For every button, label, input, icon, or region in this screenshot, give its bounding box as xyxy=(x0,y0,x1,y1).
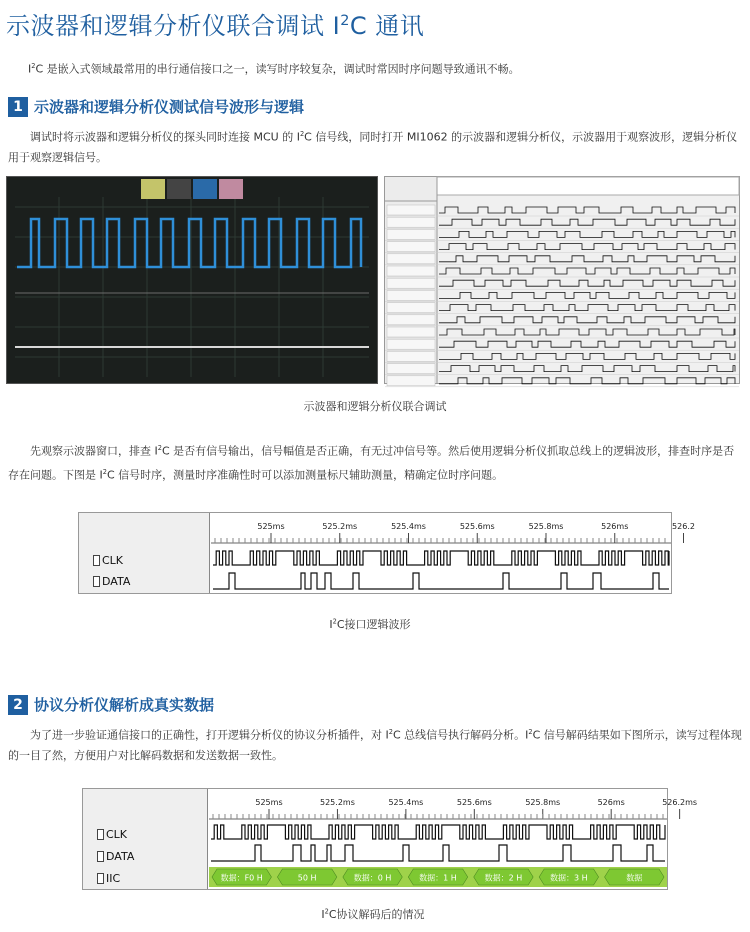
channel-trace xyxy=(439,353,735,359)
channel-clk[interactable]: CLK xyxy=(79,549,123,571)
probe-icon xyxy=(93,576,100,587)
channel-data[interactable]: DATA xyxy=(83,845,134,867)
ruler-tick-label: 525.6ms xyxy=(456,798,492,807)
ruler-tick-label: 525.4ms xyxy=(391,522,426,531)
section-2-heading xyxy=(8,694,214,715)
ruler-tick-label: 525.6ms xyxy=(459,522,495,531)
channel-trace xyxy=(439,317,735,323)
ruler-tick-label: 525ms xyxy=(257,522,285,531)
channel-trace xyxy=(439,329,735,335)
channel-row-label[interactable] xyxy=(387,242,435,252)
channel-trace xyxy=(439,366,735,372)
decode-value: 数据：1 H xyxy=(419,873,457,883)
channel-row-label[interactable] xyxy=(387,217,435,227)
channel-trace xyxy=(439,268,735,274)
decode-value: 数据：F0 H xyxy=(220,873,263,883)
channel-trace xyxy=(439,378,735,384)
channel-iic[interactable]: IIC xyxy=(83,867,120,889)
channel-trace xyxy=(439,292,735,298)
section-2-number: 2 xyxy=(8,695,28,715)
section-2-title: 协议分析仪解析成真实数据 xyxy=(34,696,215,714)
paragraph-2: 先观察示波器窗口，排查 $I^2C$ 是否有信号输出，信号幅值是否正确，有无过冲信号等。然后使用逻辑分析仪抓取总线上的逻辑波形，排查时序是否存在问题。下图是 $I^2C$ 信号时序，测量时序准确性时可以添加测量标尺辅助测量，精确定位时序问题。 xyxy=(8,444,735,482)
ruler-tick-label: 526ms xyxy=(597,798,625,807)
channel-row-label[interactable] xyxy=(387,278,435,288)
channel-row-label[interactable] xyxy=(387,229,435,239)
probe-icon xyxy=(93,555,100,566)
oscilloscope-window xyxy=(6,176,378,384)
decode-value: 50 H xyxy=(297,873,317,883)
probe-icon xyxy=(97,873,104,884)
ruler-tick-label: 525.4ms xyxy=(388,798,424,807)
clk-trace xyxy=(211,825,665,839)
ruler-tick-label: 525.8ms xyxy=(525,798,561,807)
channel-trace xyxy=(439,207,735,213)
channel-row-label[interactable] xyxy=(387,205,435,215)
ruler-tick-label: 525.2ms xyxy=(322,522,358,531)
data-trace xyxy=(211,845,665,861)
channel-trace xyxy=(439,256,735,262)
channel-row-label[interactable] xyxy=(387,290,435,300)
ruler-tick-label: 526.2ms xyxy=(662,798,698,807)
ruler-tick-label: 525.8ms xyxy=(528,522,564,531)
channel-row-label[interactable] xyxy=(387,376,435,386)
section-1-number: 1 xyxy=(8,97,28,117)
ruler-tick-label: 526ms xyxy=(601,522,629,531)
channel-trace xyxy=(439,244,735,250)
probe-icon xyxy=(97,829,104,840)
ruler-tick-label: 525ms xyxy=(255,798,283,807)
channel-clk[interactable]: CLK xyxy=(83,823,127,845)
channel-row-label[interactable] xyxy=(387,303,435,313)
probe-icon xyxy=(97,851,104,862)
channel-trace xyxy=(439,219,735,225)
channel-row-label[interactable] xyxy=(387,339,435,349)
channel-trace xyxy=(439,231,735,237)
waveform-area xyxy=(211,513,695,593)
figure-1-caption: 示波器和逻辑分析仪联合调试 xyxy=(303,400,447,413)
decode-value: 数据 xyxy=(626,873,643,883)
channel-panel xyxy=(83,789,208,889)
decode-value: 数据：3 H xyxy=(550,873,588,883)
decode-value: 数据：2 H xyxy=(484,873,523,883)
figure-3-caption: $I^2C$协议解码后的情况 xyxy=(321,907,425,921)
channel-row-label[interactable] xyxy=(387,315,435,325)
section-1-heading xyxy=(8,96,304,117)
i2c-waveform-figure xyxy=(78,512,695,594)
channel-row-label[interactable] xyxy=(387,266,435,276)
channel-trace xyxy=(439,305,735,311)
section-2-paragraph: 为了进一步验证通信接口的正确性，打开逻辑分析仪的协议分析插件，对 $I^2C$ 总线信号执行解码分析。$I^2C$ 信号解码结果如下图所示，读写过程体现的一目了然，方便用户对比解码数据和发送数据一致性。 xyxy=(8,728,742,762)
oscilloscope-display xyxy=(7,177,377,383)
section-1-title: 示波器和逻辑分析仪测试信号波形与逻辑 xyxy=(34,98,305,116)
logic-analyzer-multichannel xyxy=(385,177,739,383)
section-1-paragraph: 调试时将示波器和逻辑分析仪的探头同时连接 MCU 的 $I^2C$ 信号线，同时打开 MI1062 的示波器和逻辑分析仪，示波器用于观察波形，逻辑分析仪用于观察逻辑信号。 xyxy=(8,130,738,164)
channel-data[interactable]: DATA xyxy=(79,570,130,592)
figure-2-caption: $I^2C$接口逻辑波形 xyxy=(329,617,411,631)
ruler-tick-label: 525.2ms xyxy=(320,798,355,807)
waveform-area xyxy=(209,789,698,889)
i2c-decode-figure xyxy=(82,788,698,890)
channel-row-label[interactable] xyxy=(387,364,435,374)
channel-panel xyxy=(79,513,210,593)
decode-value: 数据：0 H xyxy=(353,873,392,883)
ruler-tick-label: 526.2 xyxy=(672,522,695,531)
channel-row-label[interactable] xyxy=(387,351,435,361)
intro-paragraph: $I^2C$ 是嵌入式领域最常用的串行通信接口之一，读写时序较复杂，调试时常因时序问题导致通讯不畅。 xyxy=(28,62,520,76)
logic-analyzer-window xyxy=(384,176,740,384)
waveform-canvas xyxy=(209,789,698,889)
page-title: 示波器和逻辑分析仪联合调试 $I^2C$ 通讯 xyxy=(6,12,425,40)
channel-row-label[interactable] xyxy=(387,327,435,337)
waveform-canvas xyxy=(211,513,695,593)
channel-row-label[interactable] xyxy=(387,254,435,264)
channel-trace xyxy=(439,341,735,347)
channel-trace xyxy=(439,280,735,286)
